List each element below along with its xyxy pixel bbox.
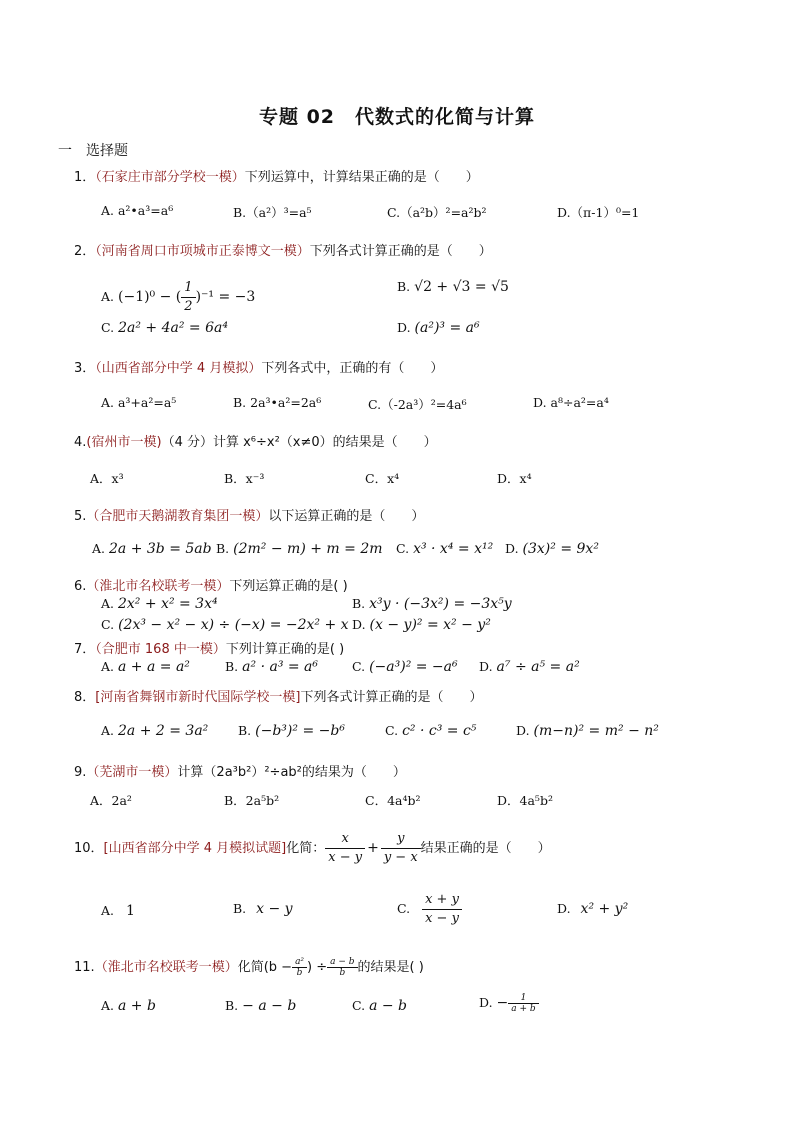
option-label: D. [479, 995, 493, 1010]
option-label: A. [101, 998, 115, 1013]
option-a: A．2a² [90, 793, 132, 808]
option-c [352, 659, 458, 675]
option-expr: a + b [118, 998, 156, 1014]
option-c [385, 723, 476, 739]
option-b [238, 723, 345, 739]
page-title: 专题 02 代数式的化简与计算 [258, 106, 536, 128]
question-number: 8． [74, 690, 96, 705]
option-b [233, 901, 293, 917]
option-label: D. [557, 901, 571, 916]
question-source: （合肥市 168 中一模） [95, 642, 226, 657]
question-10 [74, 830, 551, 867]
option-c: C.（a²b）²=a²b² [387, 205, 487, 220]
option-expr: 2a² + 4a² = 6a⁴ [118, 320, 228, 336]
option-label: B. [233, 901, 247, 916]
option-expr: 2a + 2 = 3a² [118, 723, 209, 739]
option-d: D. a⁸÷a²=a⁴ [533, 395, 609, 410]
option-label: D. [505, 541, 519, 556]
question-source: （山西省部分中学 4 月模拟） [95, 361, 262, 376]
question-stem-pre: 化简： [286, 841, 326, 856]
option-d [516, 723, 659, 739]
option-label: B. [397, 279, 411, 294]
option-label: A. [101, 659, 115, 674]
option-label: A. [101, 596, 115, 611]
option-label: D. [479, 659, 493, 674]
question-number: 7． [74, 642, 96, 657]
option-label: C. [101, 617, 115, 632]
fraction-x-over-x-minus-y: $\frac{x}{x - y}$ [325, 830, 365, 867]
fraction-a-minus-b-over-b: $\frac{a - b}{b}$ [327, 957, 357, 978]
question-stem: 下列运算正确的是( ) [229, 579, 348, 594]
option-label: C. [396, 541, 410, 556]
option-expr: − a − b [242, 998, 297, 1014]
option-d [505, 541, 599, 557]
question-number: 1． [74, 170, 96, 185]
option-expr: x³ · x⁴ = x¹² [413, 541, 494, 557]
question-number: 6. [74, 579, 87, 594]
option-expr: a² · a³ = a⁶ [242, 659, 319, 675]
question-stem: 下列计算正确的是( ) [225, 642, 345, 657]
question-number: 5. [74, 509, 87, 524]
option-b [225, 659, 318, 675]
question-5 [74, 505, 424, 524]
option-expr: x² + y² [580, 901, 629, 917]
option-label: B. [225, 659, 239, 674]
option-b: B.（a²）³=a⁵ [233, 205, 312, 220]
fraction: $\frac{1}{2}$ [181, 279, 195, 316]
minus-sign: − [496, 995, 509, 1011]
question-source: （石家庄市部分学校一模） [95, 170, 245, 185]
option-c [352, 998, 407, 1014]
question-number: 10． [74, 841, 104, 856]
question-source: （淮北市名校联考一模） [94, 960, 238, 975]
option-c [101, 320, 228, 336]
option-c [396, 541, 493, 557]
option-b: B．2a⁵b² [224, 793, 280, 808]
option-expr: 2x² + x² = 3x⁴ [118, 596, 218, 612]
option-a [92, 541, 212, 557]
question-stem: 下列各式中，正确的有（ ） [261, 361, 444, 376]
option-a: A．x³ [90, 471, 124, 486]
option-a [101, 659, 190, 675]
question-number: 3． [74, 361, 96, 376]
option-label: C. [352, 659, 366, 674]
option-b [225, 998, 296, 1014]
option-expr: (2m² − m) + m = 2m [233, 541, 383, 557]
option-label: D. [516, 723, 530, 738]
fraction: $\frac{x + y}{x - y}$ [422, 891, 462, 928]
question-3 [74, 357, 443, 376]
option-expr: a + a = a² [118, 659, 190, 675]
question-9 [74, 761, 406, 780]
question-source: （河南省周口市项城市正泰博文一模） [95, 244, 310, 259]
fraction-a2-over-b: $\frac{\text{a²}}{b}$ [292, 957, 307, 978]
option-c: C．x⁴ [365, 471, 400, 486]
section-heading: 一 选择题 [58, 143, 128, 159]
option-expr: (a²)³ = a⁶ [414, 320, 480, 336]
option-expr: (3x)² = 9x² [522, 541, 599, 557]
option-expr: (−1)⁰ − ( [118, 289, 182, 305]
option-expr: √2 + √3 = √5 [414, 279, 509, 295]
question-stem: 下列运算中，计算结果正确的是（ ） [244, 170, 479, 185]
option-a: A. a²•a³=a⁶ [101, 203, 174, 218]
option-label: C. [101, 320, 115, 335]
question-stem-post: 的结果是( ) [357, 960, 424, 975]
question-stem: （4 分）计算 x⁶÷x²（x≠0）的结果是（ ） [161, 435, 437, 450]
option-d: D．4a⁵b² [497, 793, 553, 808]
option-label: A. [101, 723, 115, 738]
question-stem: 下列各式计算正确的是（ ） [300, 690, 483, 705]
option-d [479, 659, 580, 675]
option-d: D.（π-1）⁰=1 [557, 205, 640, 220]
option-expr: (m−n)² = m² − n² [533, 723, 659, 739]
fraction-y-over-y-minus-x: $\frac{y}{y - x}$ [381, 830, 421, 867]
option-c [397, 891, 462, 928]
option-label: C. [352, 998, 366, 1013]
option-expr-tail: )⁻¹ = −3 [195, 289, 256, 305]
question-stem-mid: ) ÷ [307, 960, 328, 975]
option-label: B. [352, 596, 366, 611]
option-b [352, 596, 512, 612]
question-number: 9. [74, 765, 87, 780]
option-label: C. [397, 901, 411, 916]
option-b: B. 2a³•a²=2a⁶ [233, 395, 322, 410]
option-d [352, 617, 491, 633]
option-b [216, 541, 383, 557]
question-source: （芜湖市一模） [86, 765, 178, 780]
option-expr: x − y [256, 901, 293, 917]
question-stem: 以下运算正确的是（ ） [268, 509, 425, 524]
question-source: [河南省舞钢市新时代国际学校一模] [95, 690, 301, 705]
option-label: A. [101, 289, 115, 304]
option-d: D．x⁴ [497, 471, 532, 486]
question-stem: 计算（2a³b²）²÷ab²的结果为（ ） [177, 765, 406, 780]
plus-sign: + [367, 840, 379, 856]
question-number: 4. [74, 435, 87, 450]
option-c: C.（-2a³）²=4a⁶ [368, 397, 467, 412]
option-expr: (2x³ − x² − x) ÷ (−x) = −2x² + x [118, 617, 349, 633]
option-expr: (−a³)² = −a⁶ [369, 659, 458, 675]
option-label: C. [385, 723, 399, 738]
question-stem: 下列各式计算正确的是（ ） [309, 244, 492, 259]
option-label: B. [238, 723, 252, 738]
option-d [479, 993, 539, 1014]
option-expr: c² · c³ = c⁵ [402, 723, 477, 739]
option-d [557, 901, 628, 917]
option-label: D. [352, 617, 366, 632]
option-c [101, 617, 349, 633]
question-2 [74, 240, 492, 259]
option-label: B. [216, 541, 230, 556]
option-a [101, 998, 156, 1014]
option-a [101, 279, 255, 316]
option-label: A. [101, 903, 115, 918]
option-expr: (x − y)² = x² − y² [369, 617, 491, 633]
option-expr: (−b³)² = −b⁶ [255, 723, 345, 739]
option-label: D. [397, 320, 411, 335]
question-8 [74, 686, 482, 705]
option-expr: a − b [369, 998, 408, 1014]
question-stem-pre: 化简(b − [237, 960, 293, 975]
option-c: C．4a⁴b² [365, 793, 421, 808]
option-expr: 1 [126, 903, 135, 919]
question-source: [山西省部分中学 4 月模拟试题] [103, 841, 287, 856]
option-label: B. [225, 998, 239, 1013]
question-11 [74, 956, 424, 978]
question-number: 11. [74, 960, 95, 975]
question-7 [74, 638, 344, 657]
option-expr: a⁷ ÷ a⁵ = a² [496, 659, 580, 675]
option-b: B．x⁻³ [224, 471, 265, 486]
question-6 [74, 575, 348, 594]
question-number: 2． [74, 244, 96, 259]
option-a [101, 903, 135, 919]
question-source: （淮北市名校联考一模） [86, 579, 230, 594]
option-d [397, 320, 480, 336]
option-a [101, 723, 208, 739]
question-source: (宿州市一模) [86, 435, 162, 450]
fraction: $\frac{1}{a + b}$ [508, 993, 538, 1014]
option-a [101, 596, 218, 612]
question-stem-post: 结果正确的是（ ） [420, 841, 551, 856]
option-b [397, 279, 509, 295]
question-source: （合肥市天鹅湖教育集团一模） [86, 509, 269, 524]
option-a: A. a³+a²=a⁵ [101, 395, 177, 410]
option-expr: 2a + 3b = 5ab [109, 541, 212, 557]
option-label: A. [92, 541, 106, 556]
question-4 [74, 431, 437, 450]
question-1 [74, 166, 479, 185]
option-expr: x³y · (−3x²) = −3x⁵y [369, 596, 512, 612]
